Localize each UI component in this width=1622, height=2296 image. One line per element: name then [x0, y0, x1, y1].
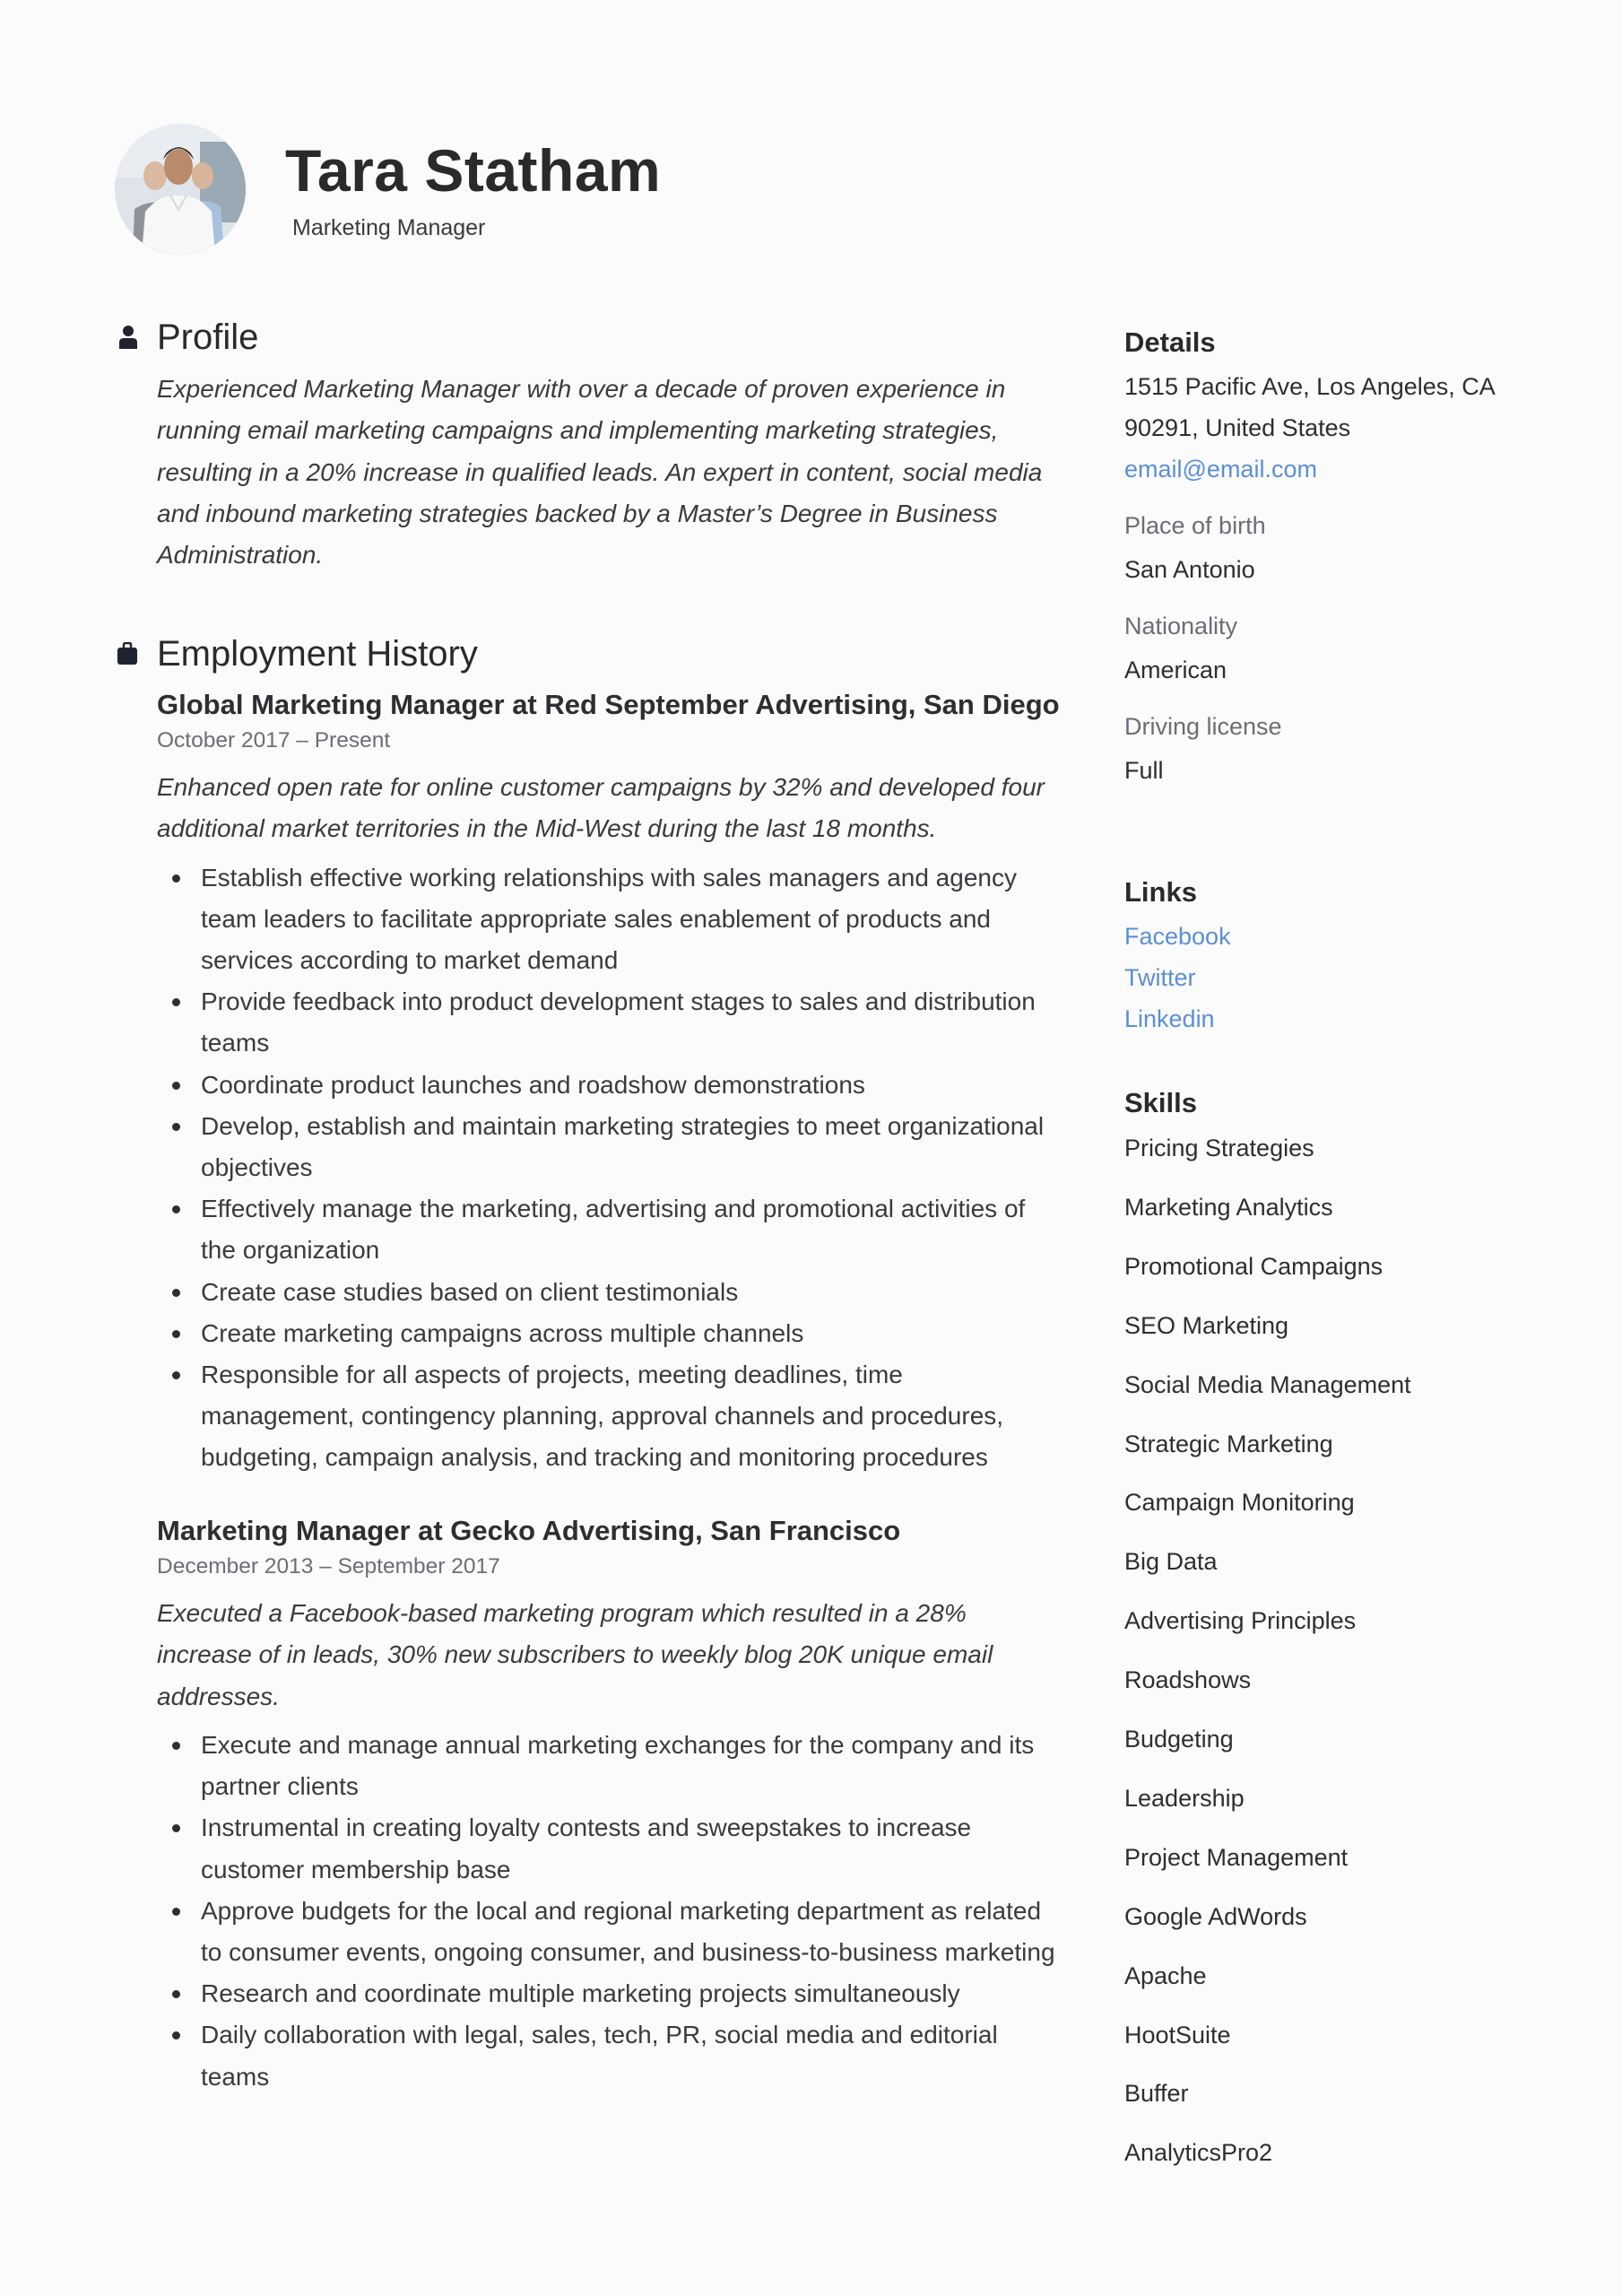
job-dates: October 2017 – Present [157, 728, 391, 752]
profile-photo-image [115, 124, 246, 255]
twitter-link[interactable]: Twitter [1124, 964, 1196, 991]
job-summary-line: addresses. [157, 1682, 280, 1710]
responsibility-item: Provide feedback into product development stages to sales and distribution teams [157, 981, 1058, 1064]
responsibility-item: Approve budgets for the local and regional marketing department as related to consumer events, ongoing consumer, and business-to-business marketing [157, 1891, 1058, 1973]
job-responsibilities [157, 857, 1058, 1479]
job-summary-line: Executed a Facebook-based marketing program which resulted in a 28% [157, 1599, 967, 1627]
email-link[interactable]: email@email.com [1124, 456, 1317, 483]
job-entry [157, 1513, 1063, 2098]
address-line-1: 1515 Pacific Ave, Los Angeles, CA [1124, 373, 1496, 400]
place-of-birth-value: San Antonio [1124, 556, 1255, 583]
skill-item: Buffer [1124, 2080, 1189, 2108]
profile-line: resulting in a 20% increase in qualified leads. An expert in content, social media [157, 457, 1043, 486]
skill-item: Advertising Principles [1124, 1607, 1357, 1635]
nationality-value: American [1124, 657, 1227, 683]
skill-item: Budgeting [1124, 1726, 1234, 1752]
responsibility-item: Create marketing campaigns across multiple channels [157, 1313, 1058, 1354]
job-title: Marketing Manager at Gecko Advertising, San Francisco [157, 1515, 901, 1546]
skill-item: Pricing Strategies [1124, 1135, 1314, 1161]
skill-item: Promotional Campaigns [1124, 1252, 1383, 1280]
skill-item: AnalyticsPro2 [1124, 2139, 1273, 2167]
skill-item: Project Management [1124, 1843, 1349, 1871]
place-of-birth-label: Place of birth [1124, 512, 1266, 539]
skill-item: Leadership [1124, 1784, 1245, 1812]
nationality-label: Nationality [1124, 613, 1238, 639]
skill-item: Google AdWords [1124, 1902, 1307, 1930]
candidate-name: Tara Statham [285, 137, 662, 204]
details-section [1124, 325, 1591, 791]
skill-item: Big Data [1124, 1548, 1218, 1576]
skills-heading: Skills [1124, 1087, 1197, 1118]
job-summary [157, 767, 1063, 850]
skill-item: Campaign Monitoring [1124, 1489, 1355, 1517]
job-responsibilities [157, 1725, 1058, 2098]
responsibility-item: Develop, establish and maintain marketing strategies to meet organizational objectives [157, 1106, 1058, 1188]
candidate-title: Marketing Manager [292, 215, 486, 240]
job-title: Global Marketing Manager at Red September Advertising, San Diego [157, 689, 1060, 720]
skills-section [1124, 1085, 1591, 2197]
responsibility-item: Research and coordinate multiple marketing projects simultaneously [157, 1973, 1058, 2014]
links-section [1124, 874, 1591, 1039]
profile-line: Experienced Marketing Manager with over a decade of proven experience in [157, 375, 1006, 403]
responsibility-item: Create case studies based on client testimonials [157, 1272, 1058, 1313]
profile-heading: Profile [157, 317, 259, 357]
briefcase-icon [117, 642, 138, 670]
responsibility-item: Responsible for all aspects of projects, meeting deadlines, time management, contingency planning, approval channels and procedures, budgeting, campaign analysis, and tracking and monitoring procedures [157, 1354, 1058, 1479]
responsibility-item: Instrumental in creating loyalty contests and sweepstakes to increase customer membership base [157, 1807, 1058, 1890]
responsibility-item: Establish effective working relationships with sales managers and agency team leaders to facilitate appropriate sales enablement of products and services according to market demand [157, 857, 1058, 982]
profile-line: and inbound marketing strategies backed by a Master’s Degree in Business [157, 499, 998, 527]
person-icon [118, 325, 138, 354]
responsibility-item: Effectively manage the marketing, advertising and promotional activities of the organization [157, 1188, 1058, 1271]
skill-item: Apache [1124, 1961, 1207, 1989]
profile-line: Administration. [157, 541, 324, 570]
skill-item: Social Media Management [1124, 1370, 1411, 1398]
responsibility-item: Execute and manage annual marketing exchanges for the company and its partner clients [157, 1725, 1058, 1807]
skill-item: Marketing Analytics [1124, 1193, 1333, 1221]
links-heading: Links [1124, 876, 1197, 908]
profile-line: running email marketing campaigns and implementing marketing strategies, [157, 416, 999, 445]
skill-item: SEO Marketing [1124, 1311, 1289, 1339]
responsibility-item: Coordinate product launches and roadshow demonstrations [157, 1065, 1058, 1106]
profile-photo [115, 124, 246, 255]
address-line-2: 90291, United States [1124, 414, 1351, 441]
skill-item: Strategic Marketing [1124, 1430, 1333, 1457]
employment-heading: Employment History [157, 634, 478, 674]
facebook-link[interactable]: Facebook [1124, 923, 1231, 950]
profile-summary [157, 369, 1063, 576]
job-summary [157, 1593, 1063, 1718]
job-summary-line: additional market territories in the Mid-West during the last 18 months. [157, 814, 937, 843]
driving-license-label: Driving license [1124, 713, 1282, 740]
job-summary-line: increase of in leads, 30% new subscribers to weekly blog 20K unique email [157, 1640, 993, 1669]
driving-license-value: Full [1124, 757, 1164, 784]
skill-item: HootSuite [1124, 2021, 1231, 2048]
job-dates: December 2013 – September 2017 [157, 1554, 500, 1578]
skill-item: Roadshows [1124, 1666, 1252, 1694]
linkedin-link[interactable]: Linkedin [1124, 1005, 1215, 1032]
job-entry [157, 687, 1063, 1479]
responsibility-item: Daily collaboration with legal, sales, tech, PR, social media and editorial teams [157, 2014, 1058, 2097]
job-summary-line: Enhanced open rate for online customer campaigns by 32% and developed four [157, 773, 1045, 801]
details-heading: Details [1124, 326, 1216, 358]
